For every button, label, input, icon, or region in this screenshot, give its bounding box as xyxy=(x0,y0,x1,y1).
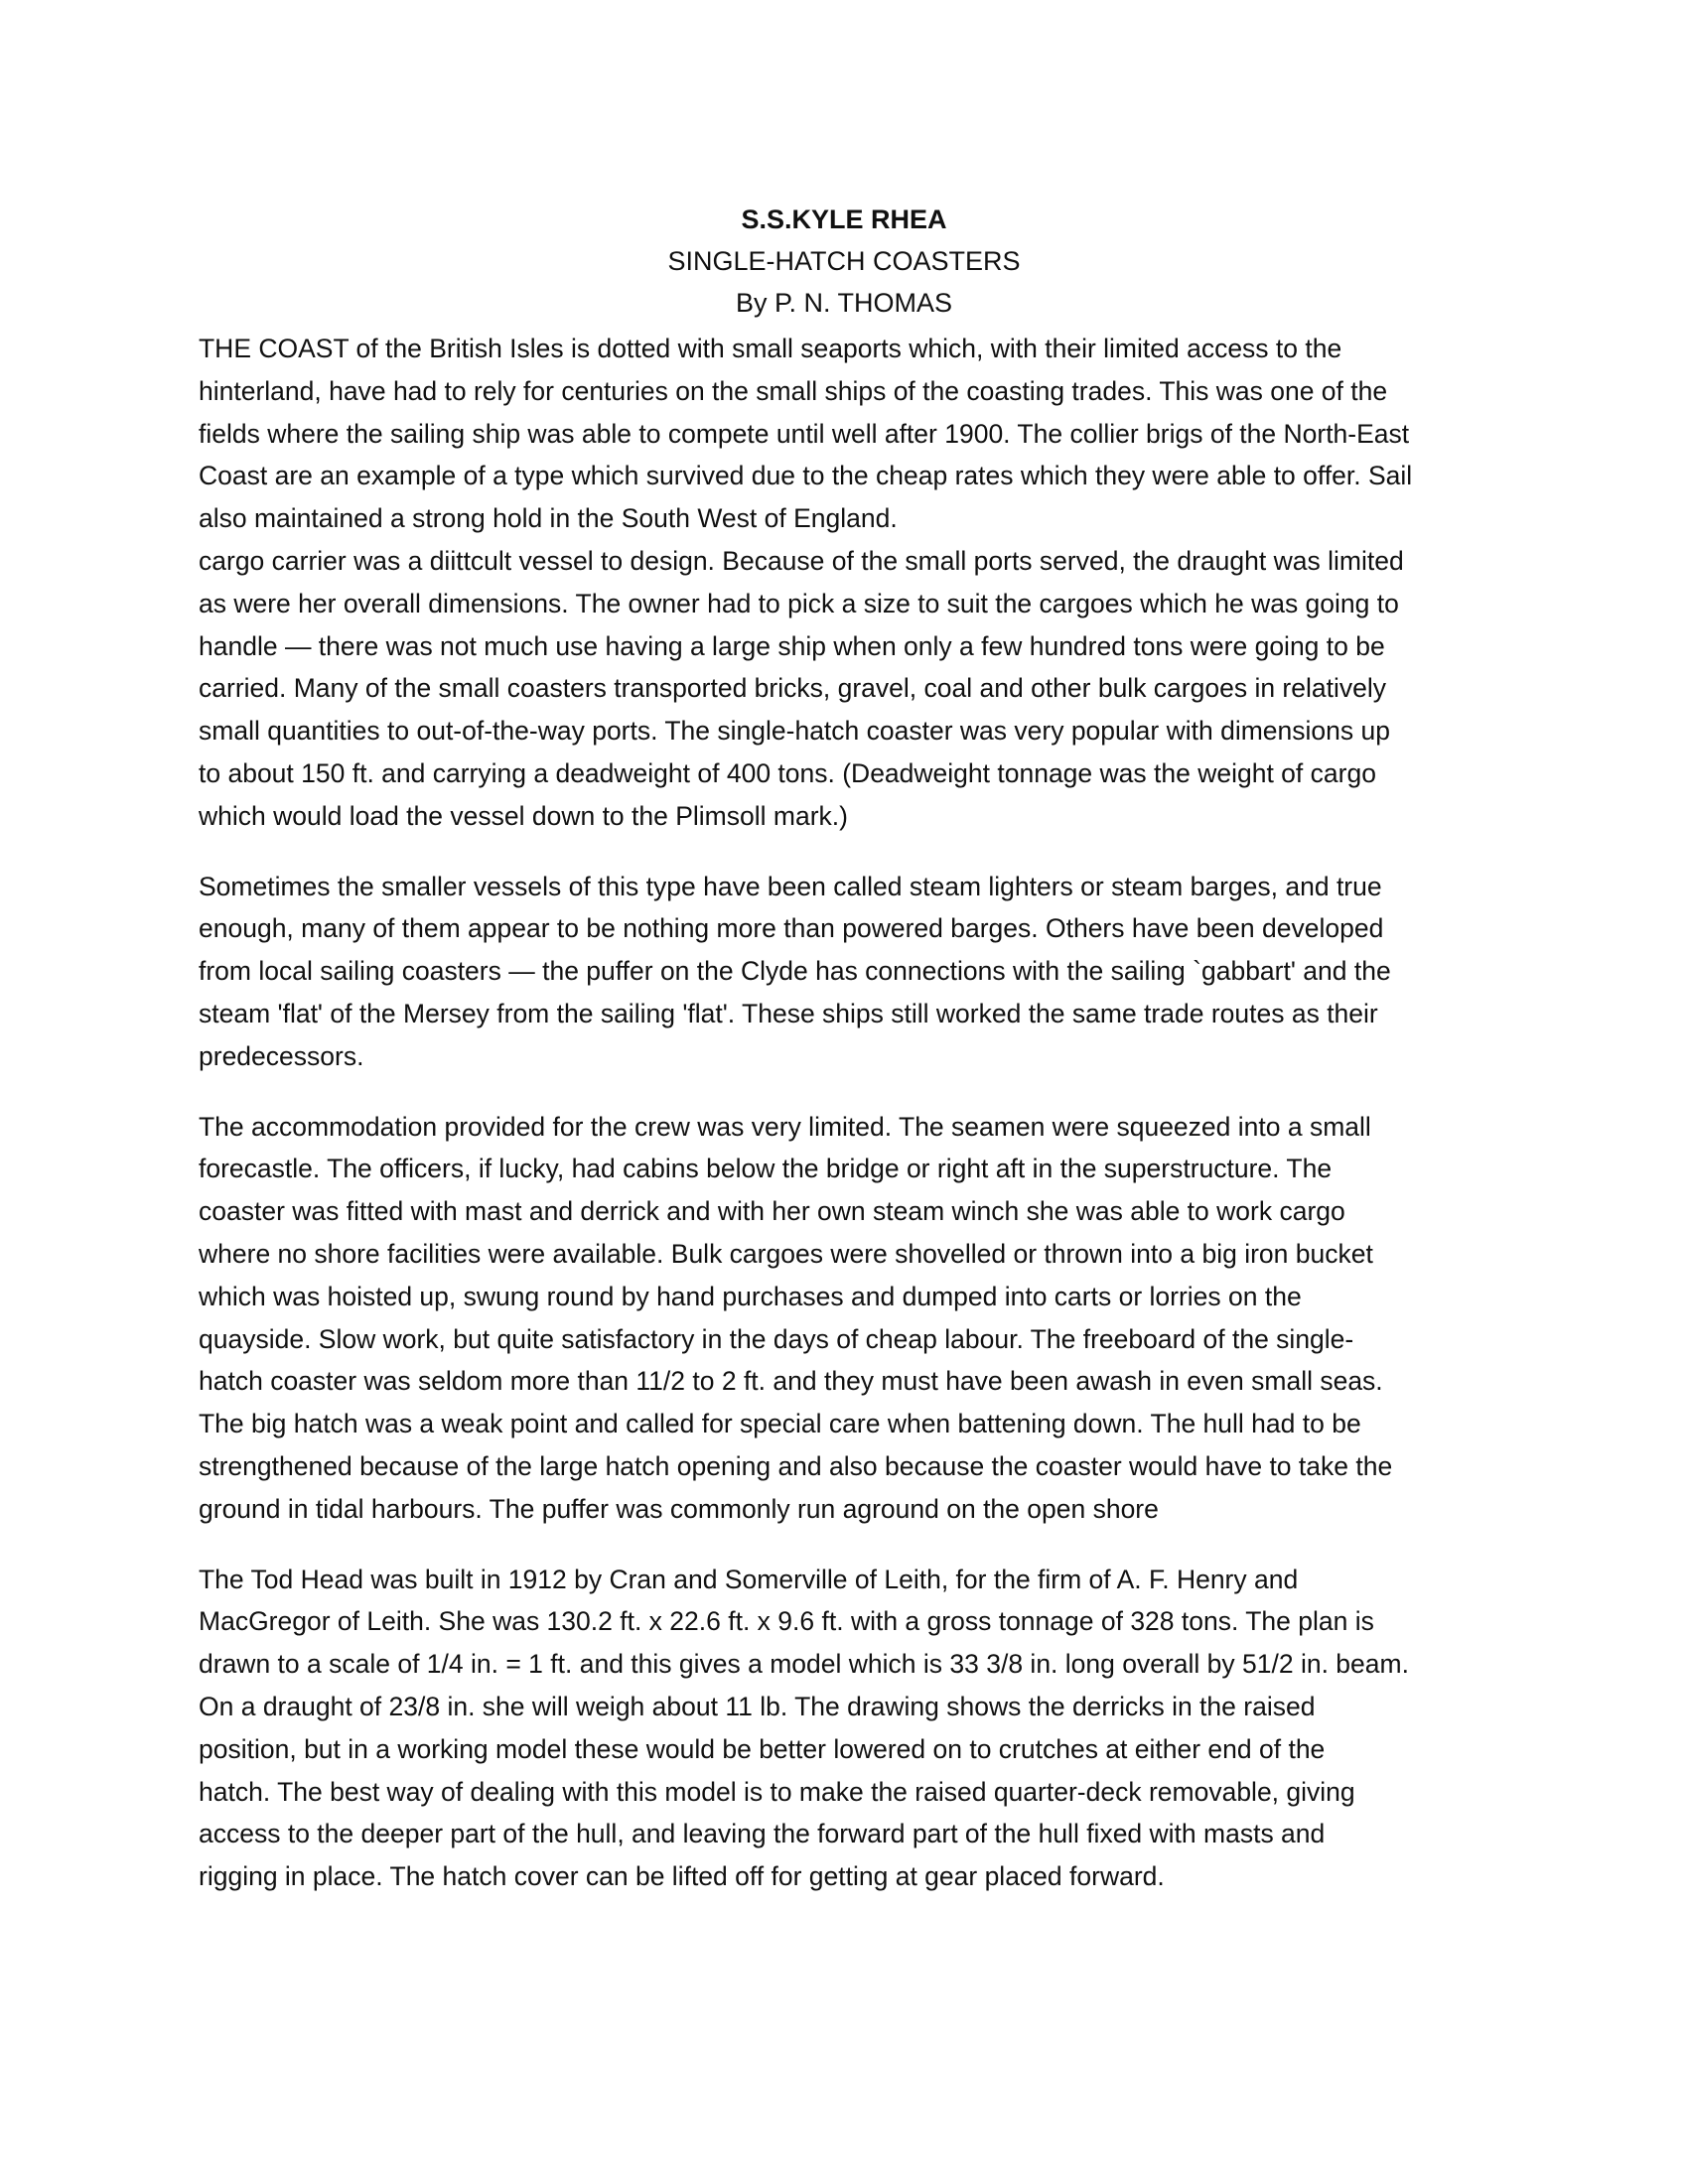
text-line: hatch coaster was seldom more than 11/2 to 2 ft. and they must have been awash in even small seas. xyxy=(199,1366,1383,1397)
text-line: MacGregor of Leith. She was 130.2 ft. x 22.6 ft. x 9.6 ft. with a gross tonnage of 328 tons. The plan is xyxy=(199,1606,1374,1637)
text-line: drawn to a scale of 1/4 in. = 1 ft. and this gives a model which is 33 3/8 in. long overall by 51/2 in. beam. xyxy=(199,1649,1409,1680)
text-line: which was hoisted up, swung round by hand purchases and dumped into carts or lorries on the xyxy=(199,1281,1302,1311)
text-line: Sometimes the smaller vessels of this type have been called steam lighters or steam barges, and true xyxy=(199,871,1382,901)
text-line: from local sailing coasters — the puffer on the Clyde has connections with the sailing `gabbart' and the xyxy=(199,956,1391,987)
text-line: which would load the vessel down to the Plimsoll mark.) xyxy=(199,800,848,831)
text-line: enough, many of them appear to be nothing more than powered barges. Others have been developed xyxy=(199,913,1384,944)
text-line: handle — there was not much use having a large ship when only a few hundred tons were going to be xyxy=(199,630,1385,661)
text-line: ground in tidal harbours. The puffer was commonly run aground on the open shore xyxy=(199,1493,1159,1524)
text-line: Coast are an example of a type which survived due to the cheap rates which they were able to offer. Sail xyxy=(199,461,1413,491)
paragraph-1 xyxy=(199,328,1509,838)
text-line: THE COAST of the British Isles is dotted with small seaports which, with their limited access to the xyxy=(199,334,1342,363)
article-header xyxy=(0,199,1688,324)
text-line: quayside. Slow work, but quite satisfactory in the days of cheap labour. The freeboard of the single- xyxy=(199,1323,1354,1354)
text-line: predecessors. xyxy=(199,1040,364,1071)
text-line: small quantities to out-of-the-way ports. The single-hatch coaster was very popular with dimensions up xyxy=(199,716,1390,747)
text-line: position, but in a working model these would be better lowered on to crutches at either end of the xyxy=(199,1733,1326,1764)
text-line: On a draught of 23/8 in. she will weigh about 11 lb. The drawing shows the derricks in the raised xyxy=(199,1691,1316,1721)
article-body xyxy=(199,328,1509,1898)
paragraph-3 xyxy=(199,1106,1509,1531)
article-subtitle: SINGLE-HATCH COASTERS xyxy=(667,246,1021,276)
paragraph-2 xyxy=(199,866,1509,1078)
text-line: rigging in place. The hatch cover can be lifted off for getting at gear placed forward. xyxy=(199,1861,1165,1892)
text-line: steam 'flat' of the Mersey from the sailing 'flat'. These ships still worked the same trade routes as their xyxy=(199,998,1378,1028)
text-line: to about 150 ft. and carrying a deadweight of 400 tons. (Deadweight tonnage was the weight of cargo xyxy=(199,757,1376,788)
text-line: hatch. The best way of dealing with this model is to make the raised quarter-deck removable, giving xyxy=(199,1776,1355,1807)
text-line: fields where the sailing ship was able to compete until well after 1900. The collier brigs of the North-East xyxy=(199,418,1410,449)
text-line: The Tod Head was built in 1912 by Cran and Somerville of Leith, for the firm of A. F. Henry and xyxy=(199,1564,1299,1594)
text-line: carried. Many of the small coasters transported bricks, gravel, coal and other bulk cargoes in relatively xyxy=(199,673,1386,704)
text-line: forecastle. The officers, if lucky, had cabins below the bridge or right aft in the superstructure. The xyxy=(199,1154,1333,1184)
text-line: cargo carrier was a diittcult vessel to design. Because of the small ports served, the draught was limited xyxy=(199,545,1404,576)
text-line: The accommodation provided for the crew was very limited. The seamen were squeezed into a small xyxy=(199,1111,1371,1142)
article-byline: By P. N. THOMAS xyxy=(735,288,953,318)
text-line: hinterland, have had to rely for centuries on the small ships of the coasting trades. This was one of the xyxy=(199,375,1388,406)
paragraph-4 xyxy=(199,1559,1509,1898)
text-line: The big hatch was a weak point and called for special care when battening down. The hull had to be xyxy=(199,1409,1361,1439)
text-line: coaster was fitted with mast and derrick and with her own steam winch she was able to work cargo xyxy=(199,1196,1345,1227)
text-line: as were her overall dimensions. The owner had to pick a size to suit the cargoes which he was going to xyxy=(199,588,1399,618)
text-line: where no shore facilities were available. Bulk cargoes were shovelled or thrown into a big iron bucket xyxy=(199,1238,1373,1269)
text-line: strengthened because of the large hatch opening and also because the coaster would have to take the xyxy=(199,1450,1393,1481)
article-title: S.S.KYLE RHEA xyxy=(741,205,947,234)
text-line: also maintained a strong hold in the South West of England. xyxy=(199,503,898,534)
text-line: access to the deeper part of the hull, and leaving the forward part of the hull fixed with masts and xyxy=(199,1819,1326,1849)
